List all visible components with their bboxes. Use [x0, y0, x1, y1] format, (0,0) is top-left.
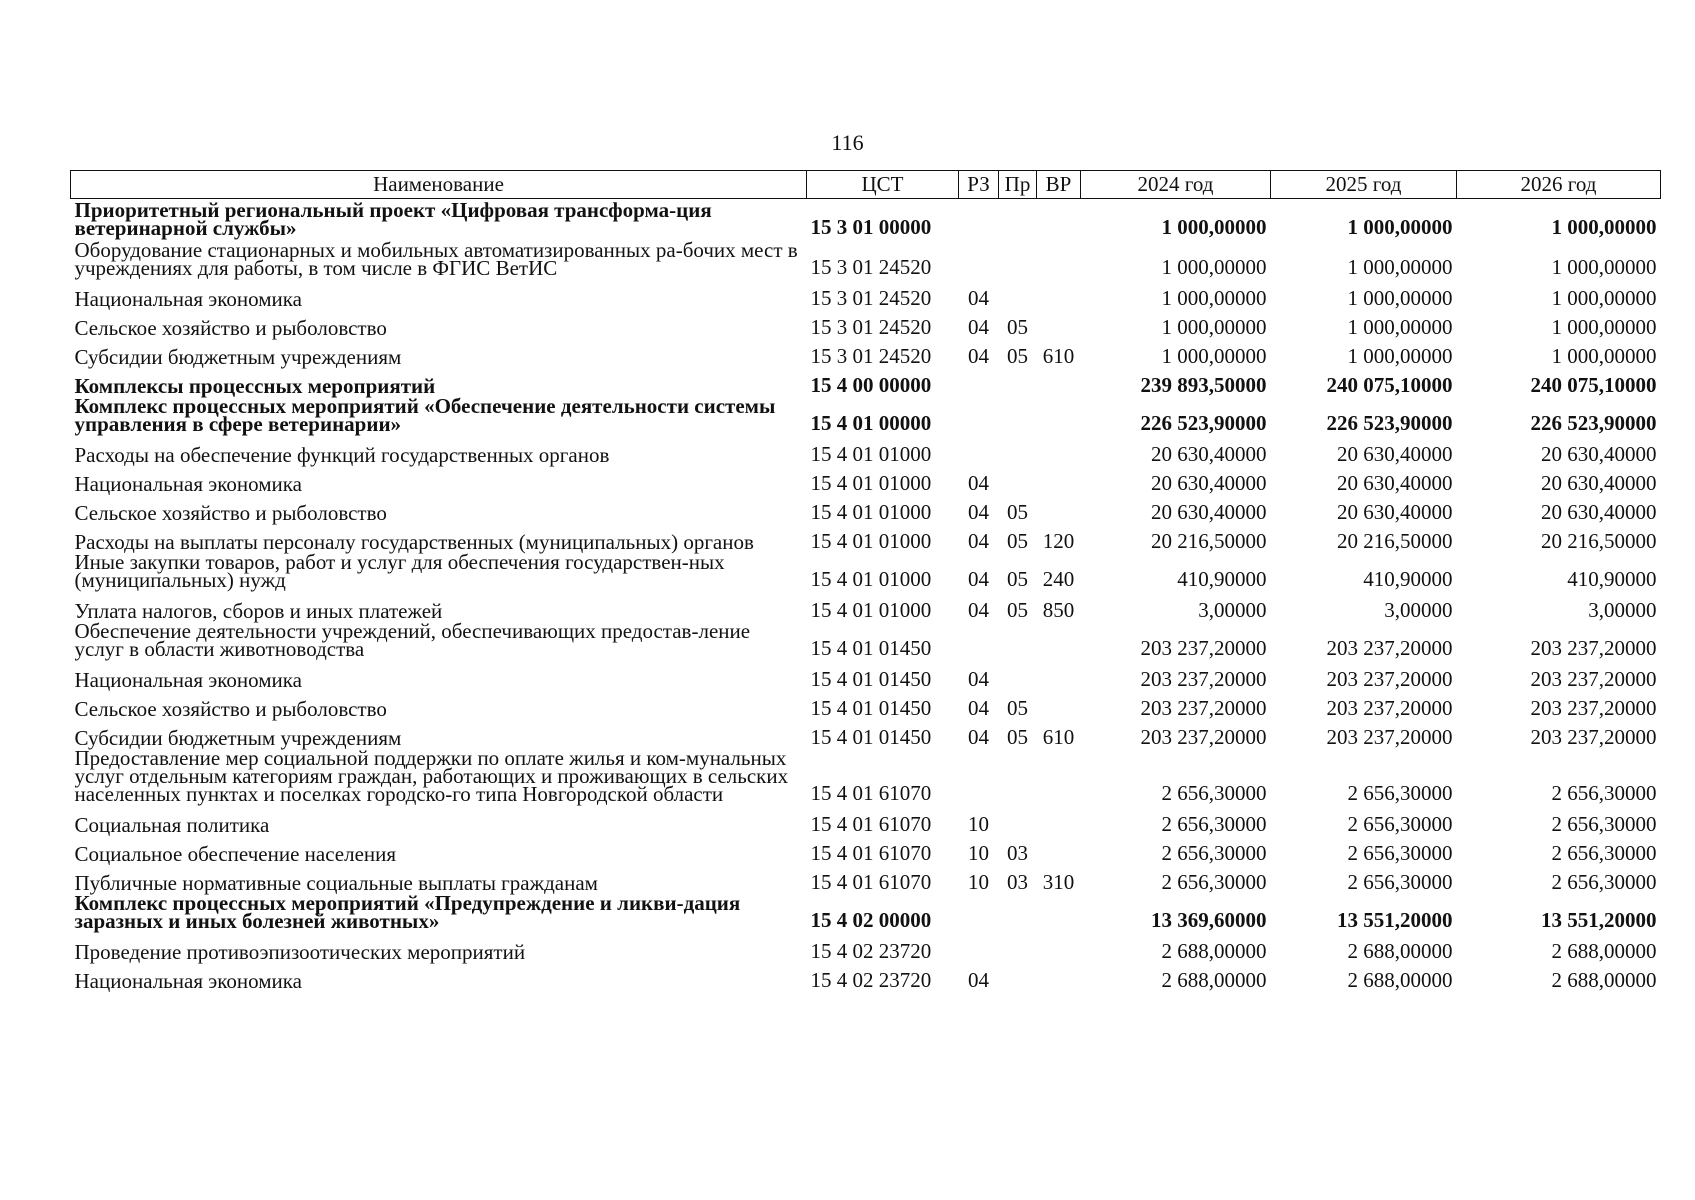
row-rz — [959, 199, 999, 240]
row-value-2026: 2 656,30000 — [1551, 812, 1657, 836]
row-name: Субсидии бюджетным учреждениям — [74, 726, 402, 750]
row-name: Субсидии бюджетным учреждениям — [74, 345, 402, 369]
table-row — [71, 493, 1661, 522]
row-value-2026: 203 237,20000 — [1530, 636, 1657, 660]
row-rz: 04 — [968, 696, 989, 720]
row-value-2024: 20 630,40000 — [1151, 500, 1267, 524]
row-pr: 05 — [1007, 567, 1028, 591]
row-value-2026: 20 630,40000 — [1541, 471, 1657, 495]
row-value-2024: 1 000,00000 — [1161, 255, 1267, 279]
row-pr — [999, 366, 1037, 395]
row-pr — [999, 961, 1037, 990]
row-value-2024: 2 656,30000 — [1161, 841, 1267, 865]
row-value-2025: 1 000,00000 — [1347, 315, 1453, 339]
row-cst: 15 4 01 01000 — [810, 567, 932, 591]
row-value-2024: 1 000,00000 — [1161, 315, 1267, 339]
row-cst: 15 4 01 01450 — [810, 696, 932, 720]
row-value-2024: 239 893,50000 — [1140, 373, 1267, 397]
table-row — [71, 932, 1661, 961]
row-cst: 15 3 01 24520 — [810, 255, 932, 279]
col-header-2026: 2026 год — [1457, 171, 1661, 199]
row-pr: 05 — [1007, 598, 1028, 622]
row-vr — [1037, 747, 1081, 805]
row-value-2026: 20 630,40000 — [1541, 442, 1657, 466]
table-row — [71, 591, 1661, 620]
row-cst: 15 4 02 23720 — [810, 939, 932, 963]
row-name: Комплексы процессных мероприятий — [74, 374, 436, 398]
row-value-2024: 226 523,90000 — [1140, 411, 1267, 435]
row-vr — [1037, 366, 1081, 395]
row-cst: 15 4 00 00000 — [810, 373, 932, 397]
row-value-2026: 410,90000 — [1567, 567, 1657, 591]
row-name: Уплата налогов, сборов и иных платежей — [74, 599, 443, 623]
row-cst: 15 3 01 24520 — [810, 344, 932, 368]
row-vr: 850 — [1042, 598, 1075, 622]
table-row — [71, 718, 1661, 747]
table-row — [71, 199, 1661, 240]
row-value-2025: 2 656,30000 — [1347, 812, 1453, 836]
table-row — [71, 464, 1661, 493]
row-cst: 15 4 01 00000 — [810, 411, 932, 435]
row-name: Национальная экономика — [74, 287, 302, 311]
row-cst: 15 4 01 61070 — [810, 812, 932, 836]
table-row — [71, 620, 1661, 660]
row-pr — [999, 892, 1037, 932]
row-cst: 15 3 01 00000 — [810, 215, 932, 239]
row-value-2026: 1 000,00000 — [1551, 344, 1657, 368]
table-row — [71, 279, 1661, 308]
row-value-2025: 203 237,20000 — [1326, 725, 1453, 749]
row-vr — [1037, 892, 1081, 932]
row-vr — [1037, 493, 1081, 522]
row-cst: 15 4 01 01450 — [810, 725, 932, 749]
row-value-2026: 1 000,00000 — [1551, 255, 1657, 279]
row-rz: 10 — [968, 841, 989, 865]
row-name: Оборудование стационарных и мобильных автоматизированных ра-бочих мест в учреждениях для работы, в том числе в ФГИС ВетИС — [74, 238, 798, 280]
row-value-2024: 13 369,60000 — [1151, 908, 1267, 932]
row-pr: 05 — [1007, 725, 1028, 749]
row-value-2025: 20 630,40000 — [1337, 442, 1453, 466]
row-pr: 05 — [1007, 529, 1028, 553]
row-pr — [999, 747, 1037, 805]
table-header — [71, 171, 1661, 199]
row-name: Национальная экономика — [74, 668, 302, 692]
row-rz: 04 — [968, 567, 989, 591]
row-rz — [959, 620, 999, 660]
row-pr: 05 — [1007, 696, 1028, 720]
row-pr: 05 — [1007, 315, 1028, 339]
row-rz: 04 — [968, 471, 989, 495]
row-vr: 310 — [1042, 870, 1075, 894]
col-header-vr: ВР — [1037, 171, 1081, 199]
row-name: Обеспечение деятельности учреждений, обеспечивающих предостав-ление услуг в области животноводства — [74, 619, 751, 661]
row-vr — [1037, 395, 1081, 435]
row-name: Предоставление мер социальной поддержки по оплате жилья и ком-мунальных услуг отдельным категориям граждан, работающих и проживающих в сельских населенных пунктах и поселках городско-го типа Новгородской области — [74, 746, 789, 806]
col-header-pr: Пр — [999, 171, 1037, 199]
row-pr: 05 — [1007, 500, 1028, 524]
row-pr — [999, 620, 1037, 660]
row-value-2025: 203 237,20000 — [1326, 636, 1453, 660]
row-cst: 15 4 01 61070 — [810, 841, 932, 865]
row-vr — [1037, 834, 1081, 863]
row-name: Публичные нормативные социальные выплаты гражданам — [74, 871, 598, 895]
row-value-2024: 20 630,40000 — [1151, 442, 1267, 466]
row-rz — [959, 932, 999, 961]
row-value-2025: 13 551,20000 — [1337, 908, 1453, 932]
row-cst: 15 4 01 01450 — [810, 636, 932, 660]
row-vr: 610 — [1042, 725, 1075, 749]
col-header-rz: РЗ — [959, 171, 999, 199]
row-vr — [1037, 805, 1081, 834]
row-value-2024: 203 237,20000 — [1140, 667, 1267, 691]
row-name: Комплекс процессных мероприятий «Предупреждение и ликви-дация заразных и иных болезней животных» — [74, 891, 741, 933]
row-vr — [1037, 660, 1081, 689]
row-rz — [959, 366, 999, 395]
row-name: Сельское хозяйство и рыболовство — [74, 697, 387, 721]
col-header-2024: 2024 год — [1081, 171, 1271, 199]
row-value-2025: 2 656,30000 — [1347, 781, 1453, 805]
row-value-2024: 2 656,30000 — [1161, 781, 1267, 805]
row-vr — [1037, 689, 1081, 718]
row-rz: 04 — [968, 725, 989, 749]
row-value-2026: 1 000,00000 — [1551, 315, 1657, 339]
row-vr — [1037, 239, 1081, 279]
row-value-2026: 1 000,00000 — [1551, 215, 1657, 239]
row-value-2025: 1 000,00000 — [1347, 215, 1453, 239]
table-row — [71, 689, 1661, 718]
row-value-2025: 20 630,40000 — [1337, 500, 1453, 524]
row-value-2025: 2 656,30000 — [1347, 841, 1453, 865]
row-value-2024: 410,90000 — [1177, 567, 1267, 591]
row-cst: 15 4 01 01000 — [810, 529, 932, 553]
row-value-2025: 2 688,00000 — [1347, 939, 1453, 963]
row-rz — [959, 239, 999, 279]
row-name: Комплекс процессных мероприятий «Обеспечение деятельности системы управления в сфере ветеринарии» — [74, 394, 776, 436]
row-value-2025: 3,00000 — [1384, 598, 1453, 622]
table-row — [71, 863, 1661, 892]
table-row — [71, 834, 1661, 863]
row-value-2026: 203 237,20000 — [1530, 696, 1657, 720]
row-value-2024: 3,00000 — [1198, 598, 1267, 622]
row-cst: 15 4 01 61070 — [810, 781, 932, 805]
row-vr — [1037, 435, 1081, 464]
row-value-2025: 2 656,30000 — [1347, 870, 1453, 894]
row-value-2026: 226 523,90000 — [1530, 411, 1657, 435]
row-vr — [1037, 308, 1081, 337]
row-name: Национальная экономика — [74, 472, 302, 496]
row-value-2024: 20 216,50000 — [1151, 529, 1267, 553]
row-value-2025: 203 237,20000 — [1326, 696, 1453, 720]
row-value-2026: 203 237,20000 — [1530, 725, 1657, 749]
row-value-2024: 1 000,00000 — [1161, 215, 1267, 239]
table-row — [71, 337, 1661, 366]
row-name: Проведение противоэпизоотических мероприятий — [74, 940, 526, 964]
row-value-2026: 2 656,30000 — [1551, 781, 1657, 805]
table-row — [71, 366, 1661, 395]
row-value-2024: 203 237,20000 — [1140, 725, 1267, 749]
row-cst: 15 3 01 24520 — [810, 315, 932, 339]
row-value-2025: 2 688,00000 — [1347, 968, 1453, 992]
col-header-2025: 2025 год — [1271, 171, 1457, 199]
row-value-2025: 1 000,00000 — [1347, 255, 1453, 279]
row-vr — [1037, 620, 1081, 660]
row-value-2025: 226 523,90000 — [1326, 411, 1453, 435]
row-name: Приоритетный региональный проект «Цифровая трансформа-ция ветеринарной службы» — [74, 198, 712, 240]
row-value-2026: 203 237,20000 — [1530, 667, 1657, 691]
row-value-2024: 1 000,00000 — [1161, 286, 1267, 310]
row-vr — [1037, 961, 1081, 990]
row-pr — [999, 279, 1037, 308]
row-value-2025: 240 075,10000 — [1326, 373, 1453, 397]
table-row — [71, 747, 1661, 805]
table-row — [71, 805, 1661, 834]
table-row — [71, 308, 1661, 337]
table-body — [71, 199, 1661, 991]
row-name: Сельское хозяйство и рыболовство — [74, 316, 387, 340]
row-value-2026: 2 688,00000 — [1551, 968, 1657, 992]
row-pr: 03 — [1007, 870, 1028, 894]
row-value-2024: 2 688,00000 — [1161, 939, 1267, 963]
row-rz: 04 — [968, 500, 989, 524]
row-value-2026: 1 000,00000 — [1551, 286, 1657, 310]
row-cst: 15 4 01 01000 — [810, 471, 932, 495]
row-pr — [999, 932, 1037, 961]
row-cst: 15 4 02 00000 — [810, 908, 932, 932]
row-cst: 15 4 02 23720 — [810, 968, 932, 992]
row-rz — [959, 435, 999, 464]
row-pr — [999, 239, 1037, 279]
row-cst: 15 4 01 61070 — [810, 870, 932, 894]
row-pr: 05 — [1007, 344, 1028, 368]
row-value-2025: 1 000,00000 — [1347, 344, 1453, 368]
row-value-2026: 2 688,00000 — [1551, 939, 1657, 963]
row-cst: 15 4 01 01000 — [810, 442, 932, 466]
row-rz: 04 — [968, 344, 989, 368]
row-pr: 03 — [1007, 841, 1028, 865]
row-name: Иные закупки товаров, работ и услуг для обеспечения государствен-ных (муниципальных) нужд — [74, 550, 725, 592]
row-value-2026: 20 216,50000 — [1541, 529, 1657, 553]
budget-table — [70, 170, 1661, 993]
row-rz — [959, 395, 999, 435]
row-value-2024: 2 688,00000 — [1161, 968, 1267, 992]
row-vr — [1037, 932, 1081, 961]
row-value-2025: 410,90000 — [1363, 567, 1453, 591]
row-rz: 04 — [968, 315, 989, 339]
row-cst: 15 4 01 01450 — [810, 667, 932, 691]
row-pr — [999, 435, 1037, 464]
row-value-2026: 240 075,10000 — [1530, 373, 1657, 397]
table-row — [71, 435, 1661, 464]
row-value-2024: 203 237,20000 — [1140, 636, 1267, 660]
row-name: Социальная политика — [74, 813, 270, 837]
row-value-2025: 203 237,20000 — [1326, 667, 1453, 691]
row-rz: 04 — [968, 286, 989, 310]
row-pr — [999, 805, 1037, 834]
table-row — [71, 551, 1661, 591]
row-name: Сельское хозяйство и рыболовство — [74, 501, 387, 525]
table-row — [71, 239, 1661, 279]
row-value-2026: 13 551,20000 — [1541, 908, 1657, 932]
row-rz — [959, 747, 999, 805]
row-value-2026: 2 656,30000 — [1551, 870, 1657, 894]
row-rz: 04 — [968, 598, 989, 622]
row-rz: 10 — [968, 870, 989, 894]
table-row — [71, 522, 1661, 551]
row-rz: 04 — [968, 968, 989, 992]
row-pr — [999, 395, 1037, 435]
row-rz: 04 — [968, 529, 989, 553]
col-header-name: Наименование — [71, 171, 807, 199]
row-vr: 120 — [1042, 529, 1075, 553]
table-row — [71, 660, 1661, 689]
row-value-2025: 20 216,50000 — [1337, 529, 1453, 553]
col-header-cst: ЦСТ — [807, 171, 959, 199]
row-rz: 10 — [968, 812, 989, 836]
row-value-2024: 2 656,30000 — [1161, 812, 1267, 836]
row-name: Социальное обеспечение населения — [74, 842, 397, 866]
row-value-2026: 20 630,40000 — [1541, 500, 1657, 524]
row-cst: 15 4 01 01000 — [810, 500, 932, 524]
page-number: 116 — [831, 130, 864, 155]
row-name: Национальная экономика — [74, 969, 302, 993]
row-rz — [959, 892, 999, 932]
row-value-2025: 1 000,00000 — [1347, 286, 1453, 310]
row-cst: 15 4 01 01000 — [810, 598, 932, 622]
row-pr — [999, 199, 1037, 240]
table-row — [71, 961, 1661, 990]
row-vr — [1037, 279, 1081, 308]
table-row — [71, 892, 1661, 932]
row-vr — [1037, 199, 1081, 240]
row-name: Расходы на выплаты персоналу государственных (муниципальных) органов — [74, 530, 754, 554]
row-value-2024: 2 656,30000 — [1161, 870, 1267, 894]
row-value-2024: 1 000,00000 — [1161, 344, 1267, 368]
row-vr: 610 — [1042, 344, 1075, 368]
row-cst: 15 3 01 24520 — [810, 286, 932, 310]
row-rz: 04 — [968, 667, 989, 691]
row-value-2026: 3,00000 — [1588, 598, 1657, 622]
row-vr: 240 — [1042, 567, 1075, 591]
row-value-2026: 2 656,30000 — [1551, 841, 1657, 865]
row-pr — [999, 660, 1037, 689]
table-row — [71, 395, 1661, 435]
row-pr — [999, 464, 1037, 493]
row-value-2024: 20 630,40000 — [1151, 471, 1267, 495]
row-value-2025: 20 630,40000 — [1337, 471, 1453, 495]
row-name: Расходы на обеспечение функций государственных органов — [74, 443, 610, 467]
row-value-2024: 203 237,20000 — [1140, 696, 1267, 720]
row-vr — [1037, 464, 1081, 493]
